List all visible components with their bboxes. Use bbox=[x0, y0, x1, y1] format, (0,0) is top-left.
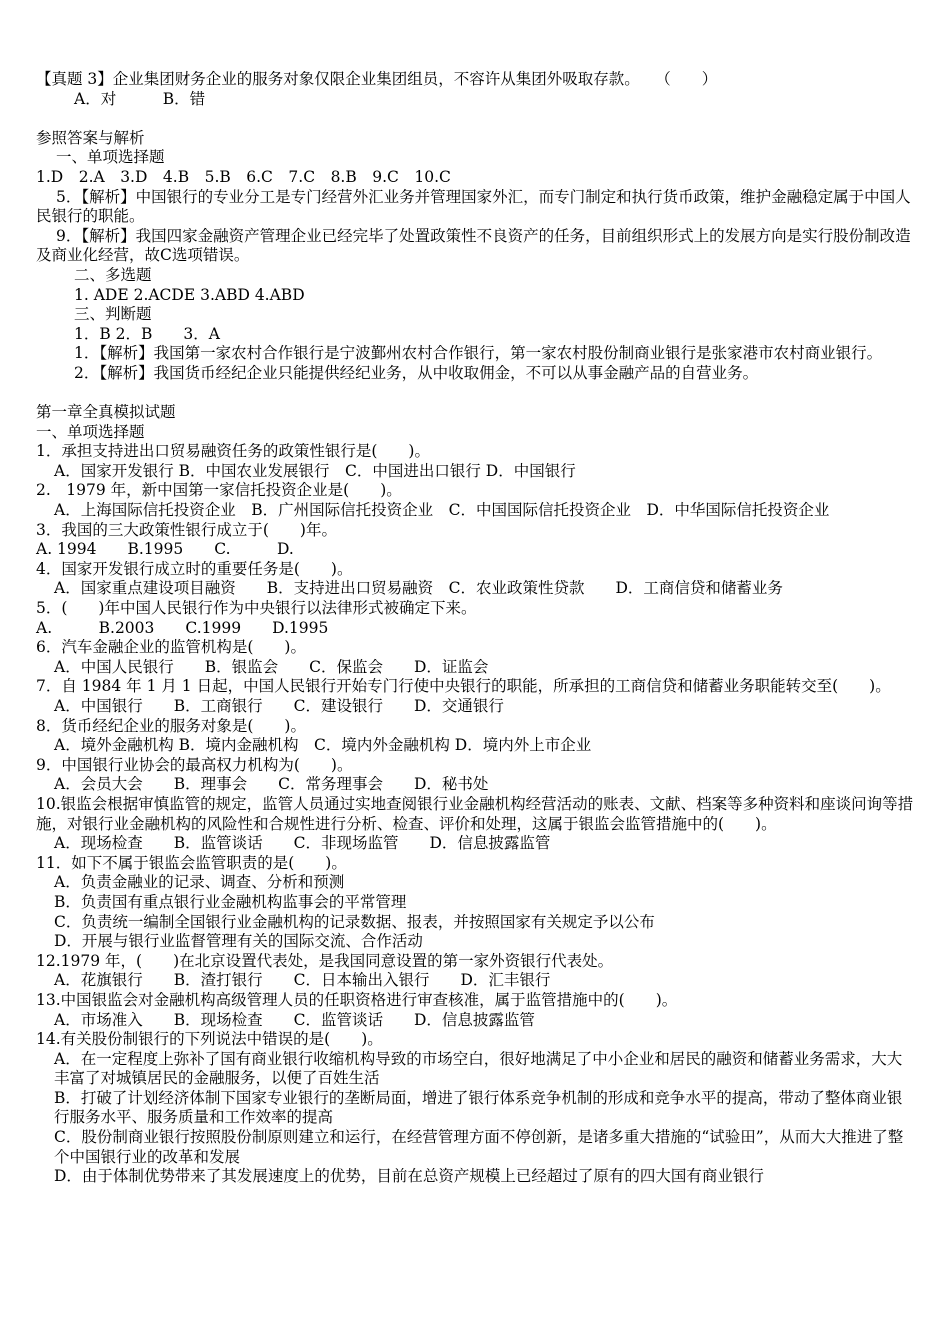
question-option: A．境外金融机构 B．境内金融机构 C．境内外金融机构 D．境内外上市企业 bbox=[54, 736, 592, 755]
question-option: A．中国银行 B．工商银行 C．建设银行 D．交通银行 bbox=[54, 697, 504, 715]
answers-section1-heading: 一、单项选择题 bbox=[56, 148, 165, 167]
zhenti3-options: A．对 B．错 bbox=[74, 89, 206, 108]
question-stem: 14.有关股份制银行的下列说法中错误的是( )。 bbox=[36, 1030, 383, 1049]
question-stem: 1．承担支持进出口贸易融资任务的政策性银行是( )。 bbox=[36, 442, 430, 461]
question-stem: 10.银监会根据审慎监管的规定，监管人员通过实地查阅银行业金融机构经营活动的账表、文献、档案等多种资料和座谈问询等措施，对银行业金融机构的风险性和合规性进行分析、检查、评价和处理，这属于银监会监管措施中的( )。 bbox=[36, 794, 914, 833]
answers-title: 参照答案与解析 bbox=[36, 128, 145, 147]
question-option: C．股份制商业银行按照股份制原则建立和运行，在经营管理方面不停创新，是诸多重大措施的“试验田”，从而大大推进了整个中国银行业的改革和发展 bbox=[54, 1128, 904, 1166]
question-stem: 4．国家开发银行成立时的重要任务是( )。 bbox=[36, 559, 353, 578]
question-option: A．国家开发银行 B．中国农业发展银行 C．中国进出口银行 D．中国银行 bbox=[54, 461, 576, 480]
question-option: B．负责国有重点银行业金融机构监事会的平常管理 bbox=[54, 892, 407, 911]
question-option: A. B.2003 C.1999 D.1995 bbox=[36, 618, 329, 637]
spacer bbox=[36, 109, 916, 129]
question-option: A．会员大会 B．理事会 C．常务理事会 D．秘书处 bbox=[54, 775, 489, 794]
answers-section1-keys: 1.D 2.A 3.D 4.B 5.B 6.C 7.C 8.B 9.C 10.C bbox=[36, 167, 451, 186]
question-option: A．负责金融业的记录、调查、分析和预测 bbox=[54, 873, 345, 892]
question-stem: 6．汽车金融企业的监管机构是( )。 bbox=[36, 638, 306, 657]
question-stem: 12.1979 年，( )在北京设置代表处，是我国同意设置的第一家外资银行代表处。 bbox=[36, 951, 614, 970]
question-stem: 7．自 1984 年 1 月 1 日起，中国人民银行开始专门行使中央银行的职能，所承担的工商信贷和储蓄业务职能转交至( )。 bbox=[36, 677, 891, 696]
question-stem: 5．( )年中国人民银行作为中央银行以法律形式被确定下来。 bbox=[36, 599, 477, 618]
answers-note-9: 9．【解析】我国四家金融资产管理企业已经完毕了处置政策性不良资产的任务，目前组织形式上的发展方向是实行股份制改造及商业化经营，故C选项错误。 bbox=[36, 226, 911, 265]
question-option: A. 1994 B.1995 C. D. bbox=[36, 540, 294, 559]
answers-section2-heading: 二、多选题 bbox=[74, 265, 152, 284]
question-option: C．负责统一编制全国银行业金融机构的记录数据、报表，并按照国家有关规定予以公布 bbox=[54, 912, 655, 931]
answers-section2-keys: 1. ADE 2.ACDE 3.ABD 4.ABD bbox=[74, 285, 305, 304]
question-option: A．市场准入 B．现场检查 C．监管谈话 D．信息披露监管 bbox=[54, 1010, 535, 1029]
question-option: D．由于体制优势带来了其发展速度上的优势，目前在总资产规模上已经超过了原有的四大国有商业银行 bbox=[54, 1167, 764, 1186]
question-stem: 11．如下不属于银监会监管职责的是( )。 bbox=[36, 853, 347, 872]
answers-section3-heading: 三、判断题 bbox=[74, 305, 152, 324]
chapter-section-heading: 一、单项选择题 bbox=[36, 422, 145, 441]
chapter-title: 第一章全真模拟试题 bbox=[36, 403, 176, 422]
question-stem: 9．中国银行业协会的最高权力机构为( )。 bbox=[36, 755, 353, 774]
question-option: A．中国人民银行 B．银监会 C．保监会 D．证监会 bbox=[54, 657, 489, 676]
question-option: A．国家重点建设项目融资 B．支持进出口贸易融资 C．农业政策性贷款 D．工商信贷和储蓄业务 bbox=[54, 579, 783, 598]
answers-judge-note-1: 1．【解析】我国第一家农村合作银行是宁波鄞州农村合作银行，第一家农村股份制商业银行是张家港市农村商业银行。 bbox=[74, 344, 883, 363]
question-stem: 3．我国的三大政策性银行成立于( )年。 bbox=[36, 520, 337, 539]
question-option: D．开展与银行业监督管理有关的国际交流、合作活动 bbox=[54, 932, 423, 951]
question-stem: 8．货币经纪企业的服务对象是( )。 bbox=[36, 716, 306, 735]
answers-section3-keys: 1．B 2．B 3．A bbox=[74, 324, 220, 343]
question-option: A．上海国际信托投资企业 B．广州国际信托投资企业 C．中国国际信托投资企业 D．中华国际信托投资企业 bbox=[54, 501, 830, 520]
document-page bbox=[36, 70, 916, 1187]
question-option: A．花旗银行 B．渣打银行 C．日本输出入银行 D．汇丰银行 bbox=[54, 971, 551, 990]
question-option: A．现场检查 B．监管谈话 C．非现场监管 D．信息披露监管 bbox=[54, 834, 551, 853]
question-option: B．打破了计划经济体制下国家专业银行的垄断局面，增进了银行体系竞争机制的形成和竞争水平的提高，带动了整体商业银行服务水平、服务质量和工作效率的提高 bbox=[54, 1088, 903, 1127]
zhenti3-question: 【真题 3】企业集团财务企业的服务对象仅限企业集团组员，不容许从集团外吸取存款。 （ ） bbox=[36, 70, 718, 88]
question-option: A．在一定程度上弥补了国有商业银行收缩机构导致的市场空白，很好地满足了中小企业和居民的融资和储蓄业务需求，大大丰富了对城镇居民的金融服务，以便了百姓生活 bbox=[54, 1049, 903, 1088]
answers-note-5: 5．【解析】中国银行的专业分工是专门经营外汇业务并管理国家外汇，而专门制定和执行货币政策，维护金融稳定属于中国人民银行的职能。 bbox=[36, 187, 911, 226]
question-stem: 13.中国银监会对金融机构高级管理人员的任职资格进行审查核准，属于监管措施中的( )。 bbox=[36, 990, 678, 1009]
question-stem: 2. 1979 年，新中国第一家信托投资企业是( )。 bbox=[36, 481, 402, 500]
spacer bbox=[36, 384, 916, 404]
answers-judge-note-2: 2．【解析】我国货币经纪企业只能提供经纪业务，从中收取佣金，不可以从事金融产品的自营业务。 bbox=[74, 363, 759, 382]
question-list bbox=[36, 442, 916, 1187]
